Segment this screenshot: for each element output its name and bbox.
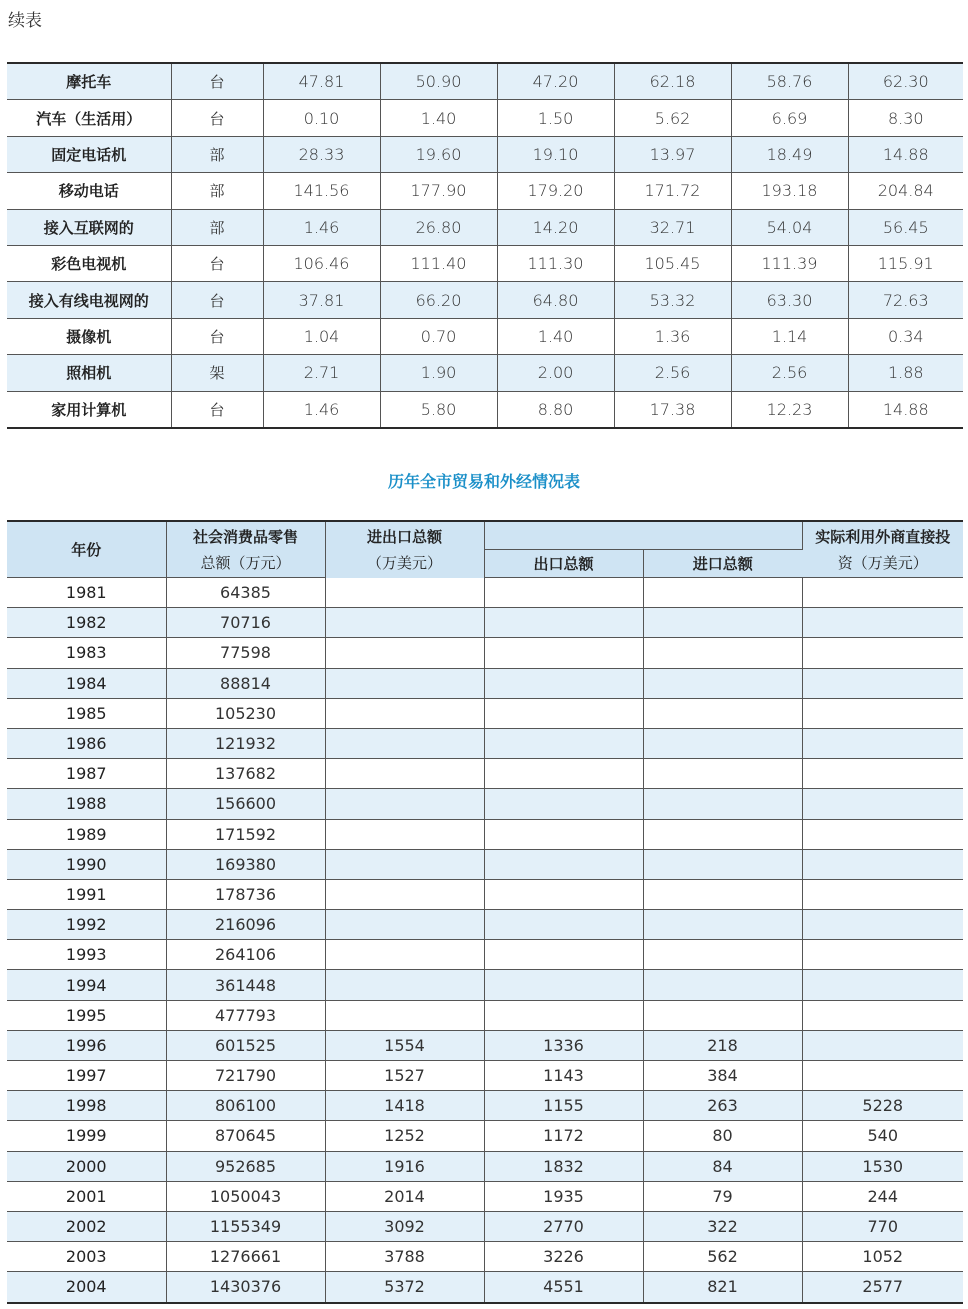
fdi-cell <box>802 608 963 638</box>
item-unit: 台 <box>171 100 263 136</box>
item-unit: 台 <box>171 391 263 428</box>
import-cell <box>643 940 802 970</box>
header-fdi-line2: 资（万美元） <box>837 553 928 572</box>
table-row <box>7 1272 963 1303</box>
year-cell: 2003 <box>7 1242 166 1272</box>
year-cell: 1988 <box>7 789 166 819</box>
value-cell: 179.20 <box>497 173 614 209</box>
header-year <box>7 521 166 578</box>
value-cell: 1.46 <box>263 209 380 245</box>
year-cell: 1992 <box>7 910 166 940</box>
retail-cell: 361448 <box>166 970 325 1000</box>
value-cell: 6.69 <box>731 100 848 136</box>
value-cell: 171.72 <box>614 173 731 209</box>
trade-total-cell: 5372 <box>325 1272 484 1303</box>
retail-cell: 870645 <box>166 1121 325 1151</box>
item-unit: 部 <box>171 173 263 209</box>
import-cell <box>643 789 802 819</box>
trade-total-cell: 2014 <box>325 1181 484 1211</box>
value-cell: 8.80 <box>497 391 614 428</box>
fdi-cell: 1052 <box>802 1242 963 1272</box>
value-cell: 62.30 <box>848 63 963 100</box>
import-cell <box>643 910 802 940</box>
value-cell: 63.30 <box>731 282 848 318</box>
value-cell: 111.30 <box>497 245 614 281</box>
trade-total-cell <box>325 1000 484 1030</box>
value-cell: 141.56 <box>263 173 380 209</box>
export-cell <box>484 608 643 638</box>
fdi-cell: 244 <box>802 1181 963 1211</box>
trade-total-cell <box>325 970 484 1000</box>
trade-total-cell: 1418 <box>325 1091 484 1121</box>
retail-cell: 169380 <box>166 849 325 879</box>
value-cell: 1.14 <box>731 318 848 354</box>
export-cell <box>484 668 643 698</box>
table-row <box>7 1091 963 1121</box>
trade-total-cell: 1554 <box>325 1030 484 1060</box>
table-row <box>7 849 963 879</box>
export-cell <box>484 789 643 819</box>
header-retail <box>166 521 325 578</box>
table-row <box>7 879 963 909</box>
header-fdi <box>802 521 963 578</box>
table-row <box>7 1211 963 1241</box>
value-cell: 1.40 <box>380 100 497 136</box>
trade-total-cell <box>325 789 484 819</box>
year-cell: 1981 <box>7 578 166 608</box>
year-cell: 1993 <box>7 940 166 970</box>
year-cell: 2000 <box>7 1151 166 1181</box>
retail-cell: 1050043 <box>166 1181 325 1211</box>
import-cell <box>643 638 802 668</box>
fdi-cell <box>802 638 963 668</box>
table-row <box>7 608 963 638</box>
fdi-cell: 540 <box>802 1121 963 1151</box>
retail-cell: 1430376 <box>166 1272 325 1303</box>
value-cell: 8.30 <box>848 100 963 136</box>
value-cell: 66.20 <box>380 282 497 318</box>
trade-total-cell <box>325 728 484 758</box>
table-row <box>7 318 963 354</box>
trade-total-cell <box>325 638 484 668</box>
import-cell <box>643 608 802 638</box>
retail-cell: 171592 <box>166 819 325 849</box>
value-cell: 37.81 <box>263 282 380 318</box>
import-cell: 562 <box>643 1242 802 1272</box>
value-cell: 14.88 <box>848 136 963 172</box>
continued-label: 续表 <box>8 11 42 31</box>
header-export-label: 出口总额 <box>533 554 594 573</box>
item-name: 接入互联网的 <box>7 209 171 245</box>
export-cell <box>484 970 643 1000</box>
year-cell: 1991 <box>7 879 166 909</box>
export-cell <box>484 698 643 728</box>
header-retail-line1: 社会消费品零售 <box>192 527 298 546</box>
header-export <box>484 550 643 578</box>
export-cell: 1172 <box>484 1121 643 1151</box>
value-cell: 26.80 <box>380 209 497 245</box>
item-name: 家用计算机 <box>7 391 171 428</box>
fdi-cell: 770 <box>802 1211 963 1241</box>
retail-cell: 601525 <box>166 1030 325 1060</box>
retail-cell: 721790 <box>166 1061 325 1091</box>
export-cell <box>484 759 643 789</box>
table-row <box>7 638 963 668</box>
table-row <box>7 1121 963 1151</box>
fdi-cell: 1530 <box>802 1151 963 1181</box>
table-row <box>7 63 963 100</box>
trade-total-cell: 1916 <box>325 1151 484 1181</box>
value-cell: 47.20 <box>497 63 614 100</box>
trade-total-cell <box>325 849 484 879</box>
trade-total-cell <box>325 940 484 970</box>
export-cell <box>484 910 643 940</box>
trade-total-cell <box>325 879 484 909</box>
table-row <box>7 209 963 245</box>
item-unit: 台 <box>171 318 263 354</box>
value-cell: 2.00 <box>497 355 614 391</box>
item-name: 摄像机 <box>7 318 171 354</box>
year-cell: 2002 <box>7 1211 166 1241</box>
import-cell: 218 <box>643 1030 802 1060</box>
trade-total-cell <box>325 608 484 638</box>
fdi-cell <box>802 849 963 879</box>
table-row <box>7 1151 963 1181</box>
retail-cell: 1276661 <box>166 1242 325 1272</box>
retail-cell: 156600 <box>166 789 325 819</box>
table-row <box>7 668 963 698</box>
year-cell: 1998 <box>7 1091 166 1121</box>
retail-cell: 105230 <box>166 698 325 728</box>
retail-cell: 77598 <box>166 638 325 668</box>
value-cell: 0.34 <box>848 318 963 354</box>
trade-table <box>7 520 963 1304</box>
value-cell: 2.71 <box>263 355 380 391</box>
table-row <box>7 789 963 819</box>
item-unit: 架 <box>171 355 263 391</box>
export-cell: 1336 <box>484 1030 643 1060</box>
header-import-label: 进口总额 <box>692 554 753 573</box>
value-cell: 50.90 <box>380 63 497 100</box>
import-cell <box>643 759 802 789</box>
item-unit: 部 <box>171 136 263 172</box>
fdi-cell <box>802 728 963 758</box>
value-cell: 2.56 <box>731 355 848 391</box>
trade-total-cell: 1527 <box>325 1061 484 1091</box>
export-cell: 1935 <box>484 1181 643 1211</box>
trade-total-cell <box>325 759 484 789</box>
retail-cell: 477793 <box>166 1000 325 1030</box>
item-name: 固定电话机 <box>7 136 171 172</box>
header-trade-total <box>325 521 484 578</box>
fdi-cell <box>802 759 963 789</box>
retail-cell: 88814 <box>166 668 325 698</box>
value-cell: 32.71 <box>614 209 731 245</box>
retail-cell: 121932 <box>166 728 325 758</box>
value-cell: 53.32 <box>614 282 731 318</box>
value-cell: 56.45 <box>848 209 963 245</box>
table-row <box>7 391 963 428</box>
fdi-cell: 5228 <box>802 1091 963 1121</box>
value-cell: 0.70 <box>380 318 497 354</box>
export-cell: 3226 <box>484 1242 643 1272</box>
fdi-cell <box>802 879 963 909</box>
trade-total-cell: 1252 <box>325 1121 484 1151</box>
item-unit: 台 <box>171 282 263 318</box>
value-cell: 1.46 <box>263 391 380 428</box>
import-cell: 322 <box>643 1211 802 1241</box>
fdi-cell <box>802 668 963 698</box>
item-name: 彩色电视机 <box>7 245 171 281</box>
household-goods-table-body <box>7 63 963 428</box>
year-cell: 1995 <box>7 1000 166 1030</box>
value-cell: 5.62 <box>614 100 731 136</box>
year-cell: 1984 <box>7 668 166 698</box>
table-row <box>7 578 963 608</box>
retail-cell: 264106 <box>166 940 325 970</box>
trade-table-header <box>7 521 963 578</box>
header-trade-group <box>484 521 802 550</box>
retail-cell: 952685 <box>166 1151 325 1181</box>
year-cell: 1982 <box>7 608 166 638</box>
table-row <box>7 698 963 728</box>
value-cell: 17.38 <box>614 391 731 428</box>
value-cell: 105.45 <box>614 245 731 281</box>
export-cell: 4551 <box>484 1272 643 1303</box>
year-cell: 1989 <box>7 819 166 849</box>
export-cell <box>484 879 643 909</box>
export-cell <box>484 940 643 970</box>
fdi-cell <box>802 789 963 819</box>
header-year-label: 年份 <box>71 540 102 559</box>
fdi-cell <box>802 1061 963 1091</box>
value-cell: 204.84 <box>848 173 963 209</box>
header-fdi-line1: 实际利用外商直接投 <box>815 527 951 546</box>
year-cell: 1999 <box>7 1121 166 1151</box>
fdi-cell <box>802 970 963 1000</box>
retail-cell: 70716 <box>166 608 325 638</box>
fdi-cell <box>802 910 963 940</box>
value-cell: 106.46 <box>263 245 380 281</box>
table-row <box>7 1242 963 1272</box>
year-cell: 1986 <box>7 728 166 758</box>
item-name: 摩托车 <box>7 63 171 100</box>
table-row <box>7 728 963 758</box>
import-cell <box>643 879 802 909</box>
table-row <box>7 282 963 318</box>
value-cell: 5.80 <box>380 391 497 428</box>
header-import <box>643 550 802 578</box>
export-cell: 1155 <box>484 1091 643 1121</box>
import-cell: 384 <box>643 1061 802 1091</box>
household-goods-table <box>7 62 963 429</box>
table-row <box>7 1061 963 1091</box>
fdi-cell <box>802 940 963 970</box>
fdi-cell <box>802 1000 963 1030</box>
export-cell: 1832 <box>484 1151 643 1181</box>
value-cell: 1.88 <box>848 355 963 391</box>
table-row <box>7 910 963 940</box>
value-cell: 111.39 <box>731 245 848 281</box>
value-cell: 18.49 <box>731 136 848 172</box>
value-cell: 0.10 <box>263 100 380 136</box>
value-cell: 193.18 <box>731 173 848 209</box>
retail-cell: 64385 <box>166 578 325 608</box>
value-cell: 1.04 <box>263 318 380 354</box>
fdi-cell <box>802 578 963 608</box>
value-cell: 12.23 <box>731 391 848 428</box>
year-cell: 1997 <box>7 1061 166 1091</box>
fdi-cell <box>802 1030 963 1060</box>
export-cell <box>484 578 643 608</box>
item-name: 照相机 <box>7 355 171 391</box>
fdi-cell <box>802 698 963 728</box>
header-retail-line2: 总额（万元） <box>200 553 291 572</box>
year-cell: 1994 <box>7 970 166 1000</box>
item-unit: 台 <box>171 63 263 100</box>
value-cell: 28.33 <box>263 136 380 172</box>
value-cell: 58.76 <box>731 63 848 100</box>
trade-total-cell <box>325 578 484 608</box>
value-cell: 13.97 <box>614 136 731 172</box>
trade-total-cell <box>325 910 484 940</box>
year-cell: 1990 <box>7 849 166 879</box>
value-cell: 14.88 <box>848 391 963 428</box>
table-row <box>7 100 963 136</box>
trade-total-cell: 3788 <box>325 1242 484 1272</box>
import-cell <box>643 1000 802 1030</box>
import-cell <box>643 578 802 608</box>
value-cell: 1.36 <box>614 318 731 354</box>
year-cell: 1983 <box>7 638 166 668</box>
export-cell <box>484 728 643 758</box>
import-cell <box>643 668 802 698</box>
retail-cell: 137682 <box>166 759 325 789</box>
value-cell: 1.50 <box>497 100 614 136</box>
trade-total-cell: 3092 <box>325 1211 484 1241</box>
year-cell: 2001 <box>7 1181 166 1211</box>
value-cell: 1.40 <box>497 318 614 354</box>
import-cell: 84 <box>643 1151 802 1181</box>
item-unit: 部 <box>171 209 263 245</box>
retail-cell: 806100 <box>166 1091 325 1121</box>
value-cell: 14.20 <box>497 209 614 245</box>
trade-total-cell <box>325 698 484 728</box>
item-name: 接入有线电视网的 <box>7 282 171 318</box>
table-row <box>7 1030 963 1060</box>
trade-total-cell <box>325 819 484 849</box>
import-cell: 821 <box>643 1272 802 1303</box>
export-cell <box>484 849 643 879</box>
year-cell: 1985 <box>7 698 166 728</box>
table-row <box>7 245 963 281</box>
import-cell <box>643 849 802 879</box>
retail-cell: 178736 <box>166 879 325 909</box>
import-cell: 79 <box>643 1181 802 1211</box>
table-row <box>7 355 963 391</box>
import-cell: 80 <box>643 1121 802 1151</box>
export-cell: 1143 <box>484 1061 643 1091</box>
item-unit: 台 <box>171 245 263 281</box>
year-cell: 2004 <box>7 1272 166 1303</box>
import-cell <box>643 970 802 1000</box>
value-cell: 47.81 <box>263 63 380 100</box>
table-row <box>7 759 963 789</box>
import-cell <box>643 728 802 758</box>
value-cell: 115.91 <box>848 245 963 281</box>
value-cell: 19.60 <box>380 136 497 172</box>
fdi-cell <box>802 819 963 849</box>
table-row <box>7 940 963 970</box>
value-cell: 62.18 <box>614 63 731 100</box>
year-cell: 1996 <box>7 1030 166 1060</box>
fdi-cell: 2577 <box>802 1272 963 1303</box>
table-row <box>7 970 963 1000</box>
trade-table-body <box>7 578 963 1303</box>
value-cell: 1.90 <box>380 355 497 391</box>
retail-cell: 1155349 <box>166 1211 325 1241</box>
import-cell: 263 <box>643 1091 802 1121</box>
item-name: 汽车（生活用） <box>7 100 171 136</box>
value-cell: 19.10 <box>497 136 614 172</box>
table-row <box>7 1000 963 1030</box>
table-row <box>7 819 963 849</box>
export-cell <box>484 638 643 668</box>
value-cell: 177.90 <box>380 173 497 209</box>
value-cell: 64.80 <box>497 282 614 318</box>
header-trade-line1: 进出口总额 <box>366 527 442 546</box>
import-cell <box>643 819 802 849</box>
export-cell <box>484 1000 643 1030</box>
value-cell: 72.63 <box>848 282 963 318</box>
value-cell: 54.04 <box>731 209 848 245</box>
value-cell: 111.40 <box>380 245 497 281</box>
export-cell: 2770 <box>484 1211 643 1241</box>
trade-table-title: 历年全市贸易和外经情况表 <box>387 472 580 491</box>
table-row <box>7 173 963 209</box>
header-trade-line2: （万美元） <box>366 553 442 572</box>
table-row <box>7 1181 963 1211</box>
trade-total-cell <box>325 668 484 698</box>
export-cell <box>484 819 643 849</box>
year-cell: 1987 <box>7 759 166 789</box>
retail-cell: 216096 <box>166 910 325 940</box>
item-name: 移动电话 <box>7 173 171 209</box>
value-cell: 2.56 <box>614 355 731 391</box>
table-row <box>7 136 963 172</box>
import-cell <box>643 698 802 728</box>
